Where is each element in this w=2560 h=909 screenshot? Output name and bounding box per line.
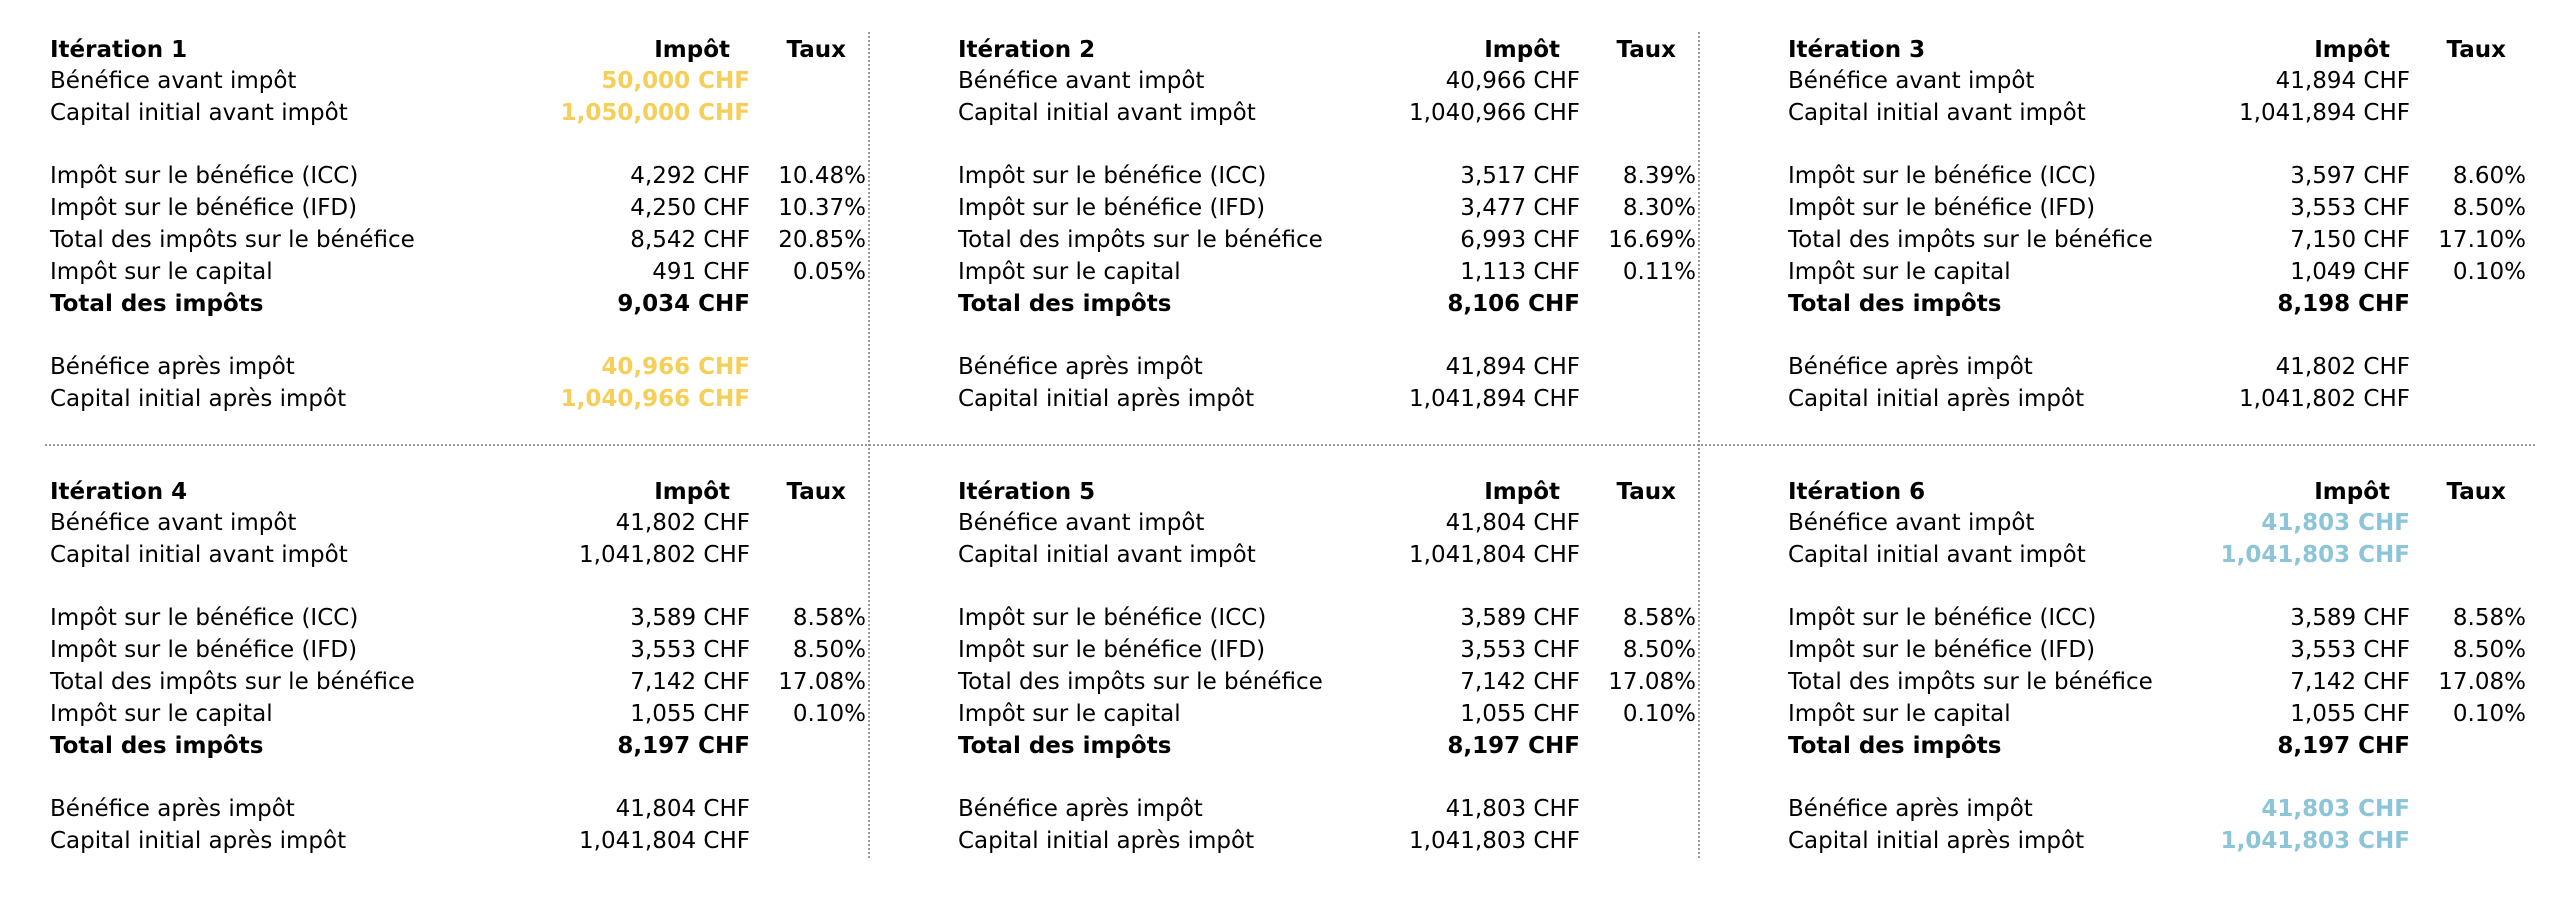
row-benefice-apres xyxy=(958,793,1696,825)
row-total-benefice-amount: 7,142 CHF xyxy=(630,669,750,695)
row-capital-apres-label: Capital initial après impôt xyxy=(1788,828,2085,854)
row-capital-apres-label: Capital initial après impôt xyxy=(50,828,347,854)
row-capital-avant xyxy=(958,97,1696,129)
row-impot-ifd-amount: 3,553 CHF xyxy=(2290,195,2410,221)
iteration-header xyxy=(50,476,866,508)
row-benefice-apres-amount: 41,802 CHF xyxy=(2275,354,2410,380)
iteration-header-amount: Impôt xyxy=(2314,479,2390,505)
row-impot-icc xyxy=(958,160,1696,192)
row-impot-icc xyxy=(958,602,1696,634)
row-capital-avant xyxy=(50,539,866,571)
row-total-benefice-rate: 17.10% xyxy=(2438,227,2526,253)
row-total-impots-amount: 8,198 CHF xyxy=(2277,291,2410,317)
row-impot-icc xyxy=(50,160,866,192)
row-impot-ifd-rate: 10.37% xyxy=(778,195,866,221)
row-impot-icc-label: Impôt sur le bénéfice (ICC) xyxy=(1788,605,2097,631)
row-impot-ifd-amount: 3,477 CHF xyxy=(1460,195,1580,221)
row-impot-ifd-rate: 8.50% xyxy=(2452,637,2526,663)
row-impot-ifd-label: Impôt sur le bénéfice (IFD) xyxy=(958,195,1266,221)
row-impot-capital-label: Impôt sur le capital xyxy=(1788,701,2011,727)
row-total-impots-label: Total des impôts xyxy=(958,291,1172,317)
row-benefice-avant-amount: 40,966 CHF xyxy=(1445,68,1580,94)
row-benefice-apres-label: Bénéfice après impôt xyxy=(958,796,1203,822)
row-impot-capital-rate: 0.10% xyxy=(2452,701,2526,727)
row-total-impots xyxy=(1788,288,2526,320)
row-benefice-apres xyxy=(958,351,1696,383)
row-capital-avant-amount: 1,041,802 CHF xyxy=(579,542,750,568)
row-benefice-apres xyxy=(50,793,866,825)
row-benefice-avant xyxy=(50,65,866,97)
row-total-impots-label: Total des impôts xyxy=(1788,733,2002,759)
row-capital-apres-label: Capital initial après impôt xyxy=(958,828,1255,854)
iteration-panel-3 xyxy=(1788,34,2526,459)
row-capital-apres xyxy=(958,383,1696,415)
row-impot-capital-rate: 0.05% xyxy=(792,259,866,285)
row-impot-ifd-amount: 3,553 CHF xyxy=(630,637,750,663)
row-impot-capital-amount: 1,113 CHF xyxy=(1460,259,1580,285)
row-benefice-avant-amount: 41,894 CHF xyxy=(2275,68,2410,94)
row-impot-ifd-label: Impôt sur le bénéfice (IFD) xyxy=(50,637,358,663)
iteration-header-amount: Impôt xyxy=(2314,37,2390,63)
row-impot-icc-rate: 8.39% xyxy=(1622,163,1696,189)
row-impot-ifd xyxy=(50,634,866,666)
row-impot-capital xyxy=(958,698,1696,730)
iteration-header-rate: Taux xyxy=(1616,37,1676,63)
row-benefice-avant xyxy=(958,65,1696,97)
iteration-header-rate: Taux xyxy=(2446,479,2506,505)
row-benefice-avant-label: Bénéfice avant impôt xyxy=(50,510,297,536)
row-impot-icc-label: Impôt sur le bénéfice (ICC) xyxy=(1788,163,2097,189)
row-total-benefice xyxy=(50,224,866,256)
row-total-benefice xyxy=(1788,666,2526,698)
row-capital-avant-amount: 1,041,803 CHF xyxy=(2220,542,2410,568)
row-impot-ifd-rate: 8.50% xyxy=(792,637,866,663)
row-benefice-avant-amount: 41,802 CHF xyxy=(615,510,750,536)
row-impot-capital-rate: 0.11% xyxy=(1622,259,1696,285)
row-impot-ifd-amount: 4,250 CHF xyxy=(630,195,750,221)
iteration-header-amount: Impôt xyxy=(654,479,730,505)
iteration-header-amount: Impôt xyxy=(1484,37,1560,63)
row-impot-capital-amount: 1,055 CHF xyxy=(630,701,750,727)
row-impot-capital xyxy=(958,256,1696,288)
row-impot-ifd xyxy=(50,192,866,224)
row-impot-icc-rate: 8.60% xyxy=(2452,163,2526,189)
iteration-header xyxy=(50,34,866,66)
row-total-benefice-label: Total des impôts sur le bénéfice xyxy=(50,227,415,253)
row-capital-apres-label: Capital initial après impôt xyxy=(1788,386,2085,412)
row-total-impots xyxy=(50,288,866,320)
iteration-header-amount: Impôt xyxy=(1484,479,1560,505)
row-total-benefice-rate: 17.08% xyxy=(2438,669,2526,695)
row-capital-avant xyxy=(1788,97,2526,129)
row-impot-icc xyxy=(1788,160,2526,192)
row-capital-avant-amount: 1,040,966 CHF xyxy=(1409,100,1580,126)
row-capital-avant-label: Capital initial avant impôt xyxy=(1788,100,2086,126)
row-capital-apres-amount: 1,040,966 CHF xyxy=(560,386,750,412)
row-benefice-apres-label: Bénéfice après impôt xyxy=(958,354,1203,380)
row-benefice-avant xyxy=(1788,65,2526,97)
row-total-benefice-rate: 16.69% xyxy=(1608,227,1696,253)
row-impot-ifd-label: Impôt sur le bénéfice (IFD) xyxy=(1788,195,2096,221)
row-total-impots-label: Total des impôts xyxy=(50,291,264,317)
iteration-header-amount: Impôt xyxy=(654,37,730,63)
row-benefice-avant-label: Bénéfice avant impôt xyxy=(1788,68,2035,94)
row-total-benefice-amount: 7,142 CHF xyxy=(1460,669,1580,695)
row-impot-icc-amount: 4,292 CHF xyxy=(630,163,750,189)
row-total-impots-label: Total des impôts xyxy=(1788,291,2002,317)
row-impot-capital-rate: 0.10% xyxy=(1622,701,1696,727)
row-capital-avant-label: Capital initial avant impôt xyxy=(50,542,348,568)
row-impot-capital-rate: 0.10% xyxy=(792,701,866,727)
row-capital-avant-amount: 1,041,804 CHF xyxy=(1409,542,1580,568)
row-impot-ifd-amount: 3,553 CHF xyxy=(1460,637,1580,663)
row-impot-icc-rate: 8.58% xyxy=(1622,605,1696,631)
row-impot-icc-label: Impôt sur le bénéfice (ICC) xyxy=(958,605,1267,631)
row-impot-capital-amount: 491 CHF xyxy=(652,259,750,285)
row-impot-capital-rate: 0.10% xyxy=(2452,259,2526,285)
row-benefice-apres-amount: 41,894 CHF xyxy=(1445,354,1580,380)
row-benefice-avant-amount: 41,804 CHF xyxy=(1445,510,1580,536)
row-impot-capital xyxy=(1788,698,2526,730)
row-impot-icc-amount: 3,589 CHF xyxy=(2290,605,2410,631)
row-total-impots xyxy=(1788,730,2526,762)
iteration-header-label: Itération 3 xyxy=(1788,37,1926,63)
row-capital-apres xyxy=(1788,383,2526,415)
row-impot-capital-label: Impôt sur le capital xyxy=(50,259,273,285)
iteration-header-label: Itération 2 xyxy=(958,37,1096,63)
row-capital-apres xyxy=(50,825,866,857)
row-capital-apres-amount: 1,041,802 CHF xyxy=(2239,386,2410,412)
row-capital-apres-amount: 1,041,894 CHF xyxy=(1409,386,1580,412)
row-impot-ifd-label: Impôt sur le bénéfice (IFD) xyxy=(958,637,1266,663)
row-benefice-apres xyxy=(1788,351,2526,383)
row-impot-capital-amount: 1,055 CHF xyxy=(1460,701,1580,727)
row-total-benefice-label: Total des impôts sur le bénéfice xyxy=(958,227,1323,253)
row-impot-icc-label: Impôt sur le bénéfice (ICC) xyxy=(50,163,359,189)
iteration-header-rate: Taux xyxy=(786,479,846,505)
row-total-benefice-label: Total des impôts sur le bénéfice xyxy=(1788,669,2153,695)
row-benefice-apres-amount: 40,966 CHF xyxy=(601,354,750,380)
row-impot-icc xyxy=(50,602,866,634)
row-benefice-avant xyxy=(1788,507,2526,539)
row-benefice-avant-label: Bénéfice avant impôt xyxy=(958,68,1205,94)
iteration-panel-5 xyxy=(958,476,1696,901)
row-impot-ifd xyxy=(958,192,1696,224)
row-total-impots-label: Total des impôts xyxy=(50,733,264,759)
row-total-benefice xyxy=(1788,224,2526,256)
row-capital-apres xyxy=(50,383,866,415)
row-benefice-apres-label: Bénéfice après impôt xyxy=(50,796,295,822)
row-total-benefice-amount: 8,542 CHF xyxy=(630,227,750,253)
row-impot-capital-label: Impôt sur le capital xyxy=(958,701,1181,727)
row-capital-apres xyxy=(958,825,1696,857)
row-impot-icc-rate: 8.58% xyxy=(792,605,866,631)
row-capital-avant-label: Capital initial avant impôt xyxy=(50,100,348,126)
row-benefice-avant xyxy=(50,507,866,539)
row-total-impots-amount: 8,197 CHF xyxy=(2277,733,2410,759)
row-benefice-avant xyxy=(958,507,1696,539)
row-impot-capital xyxy=(50,698,866,730)
row-benefice-apres-label: Bénéfice après impôt xyxy=(50,354,295,380)
row-impot-capital-amount: 1,055 CHF xyxy=(2290,701,2410,727)
row-impot-ifd-rate: 8.50% xyxy=(1622,637,1696,663)
row-impot-ifd-label: Impôt sur le bénéfice (IFD) xyxy=(1788,637,2096,663)
row-impot-icc-label: Impôt sur le bénéfice (ICC) xyxy=(958,163,1267,189)
row-total-benefice xyxy=(958,224,1696,256)
row-capital-avant xyxy=(1788,539,2526,571)
iteration-panel-4 xyxy=(50,476,866,901)
row-impot-ifd-label: Impôt sur le bénéfice (IFD) xyxy=(50,195,358,221)
row-benefice-avant-label: Bénéfice avant impôt xyxy=(958,510,1205,536)
row-total-benefice-label: Total des impôts sur le bénéfice xyxy=(958,669,1323,695)
row-impot-icc-amount: 3,589 CHF xyxy=(630,605,750,631)
row-capital-apres-label: Capital initial après impôt xyxy=(50,386,347,412)
iteration-header-rate: Taux xyxy=(786,37,846,63)
iteration-header xyxy=(1788,476,2526,508)
row-impot-capital-label: Impôt sur le capital xyxy=(958,259,1181,285)
iteration-panel-1 xyxy=(50,34,866,459)
row-benefice-avant-amount: 50,000 CHF xyxy=(601,68,750,94)
row-total-impots xyxy=(958,730,1696,762)
row-total-impots-label: Total des impôts xyxy=(958,733,1172,759)
row-impot-icc-label: Impôt sur le bénéfice (ICC) xyxy=(50,605,359,631)
row-benefice-apres xyxy=(50,351,866,383)
iteration-header xyxy=(1788,34,2526,66)
row-total-impots xyxy=(958,288,1696,320)
row-impot-ifd-rate: 8.30% xyxy=(1622,195,1696,221)
row-capital-avant-amount: 1,041,894 CHF xyxy=(2239,100,2410,126)
row-impot-icc-rate: 10.48% xyxy=(778,163,866,189)
row-benefice-avant-amount: 41,803 CHF xyxy=(2261,510,2410,536)
row-benefice-apres-amount: 41,803 CHF xyxy=(1445,796,1580,822)
row-capital-apres-amount: 1,041,803 CHF xyxy=(2220,828,2410,854)
row-total-benefice-amount: 6,993 CHF xyxy=(1460,227,1580,253)
row-impot-icc-amount: 3,597 CHF xyxy=(2290,163,2410,189)
row-impot-icc-amount: 3,517 CHF xyxy=(1460,163,1580,189)
row-benefice-apres xyxy=(1788,793,2526,825)
iteration-header xyxy=(958,476,1696,508)
row-impot-icc xyxy=(1788,602,2526,634)
row-total-benefice-rate: 17.08% xyxy=(778,669,866,695)
row-total-impots-amount: 9,034 CHF xyxy=(617,291,750,317)
row-impot-capital-label: Impôt sur le capital xyxy=(50,701,273,727)
row-capital-avant-label: Capital initial avant impôt xyxy=(1788,542,2086,568)
row-impot-capital xyxy=(1788,256,2526,288)
row-total-benefice-rate: 20.85% xyxy=(778,227,866,253)
row-capital-avant-amount: 1,050,000 CHF xyxy=(560,100,750,126)
row-benefice-avant-label: Bénéfice avant impôt xyxy=(1788,510,2035,536)
row-impot-ifd xyxy=(1788,192,2526,224)
row-benefice-apres-amount: 41,804 CHF xyxy=(615,796,750,822)
row-benefice-apres-label: Bénéfice après impôt xyxy=(1788,354,2033,380)
row-capital-apres-amount: 1,041,803 CHF xyxy=(1409,828,1580,854)
row-capital-avant-label: Capital initial avant impôt xyxy=(958,542,1256,568)
row-total-impots-amount: 8,197 CHF xyxy=(617,733,750,759)
row-capital-apres xyxy=(1788,825,2526,857)
row-total-benefice-label: Total des impôts sur le bénéfice xyxy=(1788,227,2153,253)
row-capital-apres-label: Capital initial après impôt xyxy=(958,386,1255,412)
iteration-header-label: Itération 1 xyxy=(50,37,188,63)
row-total-benefice xyxy=(958,666,1696,698)
row-impot-icc-amount: 3,589 CHF xyxy=(1460,605,1580,631)
row-impot-ifd xyxy=(1788,634,2526,666)
row-impot-capital xyxy=(50,256,866,288)
row-total-benefice-amount: 7,150 CHF xyxy=(2290,227,2410,253)
iteration-panel-6 xyxy=(1788,476,2526,901)
row-total-impots xyxy=(50,730,866,762)
row-impot-icc-rate: 8.58% xyxy=(2452,605,2526,631)
iteration-header xyxy=(958,34,1696,66)
row-impot-ifd xyxy=(958,634,1696,666)
iteration-panel-2 xyxy=(958,34,1696,459)
row-benefice-avant-label: Bénéfice avant impôt xyxy=(50,68,297,94)
row-benefice-apres-amount: 41,803 CHF xyxy=(2261,796,2410,822)
row-benefice-apres-label: Bénéfice après impôt xyxy=(1788,796,2033,822)
row-impot-ifd-amount: 3,553 CHF xyxy=(2290,637,2410,663)
row-capital-avant-label: Capital initial avant impôt xyxy=(958,100,1256,126)
iteration-header-rate: Taux xyxy=(1616,479,1676,505)
row-total-benefice-amount: 7,142 CHF xyxy=(2290,669,2410,695)
row-capital-avant xyxy=(958,539,1696,571)
row-capital-apres-amount: 1,041,804 CHF xyxy=(579,828,750,854)
row-impot-ifd-rate: 8.50% xyxy=(2452,195,2526,221)
row-total-benefice-label: Total des impôts sur le bénéfice xyxy=(50,669,415,695)
row-total-impots-amount: 8,197 CHF xyxy=(1447,733,1580,759)
iteration-header-label: Itération 4 xyxy=(50,479,188,505)
row-impot-capital-label: Impôt sur le capital xyxy=(1788,259,2011,285)
row-capital-avant xyxy=(50,97,866,129)
iteration-header-rate: Taux xyxy=(2446,37,2506,63)
row-total-impots-amount: 8,106 CHF xyxy=(1447,291,1580,317)
row-impot-capital-amount: 1,049 CHF xyxy=(2290,259,2410,285)
iteration-header-label: Itération 6 xyxy=(1788,479,1926,505)
row-total-benefice-rate: 17.08% xyxy=(1608,669,1696,695)
row-total-benefice xyxy=(50,666,866,698)
iteration-header-label: Itération 5 xyxy=(958,479,1096,505)
